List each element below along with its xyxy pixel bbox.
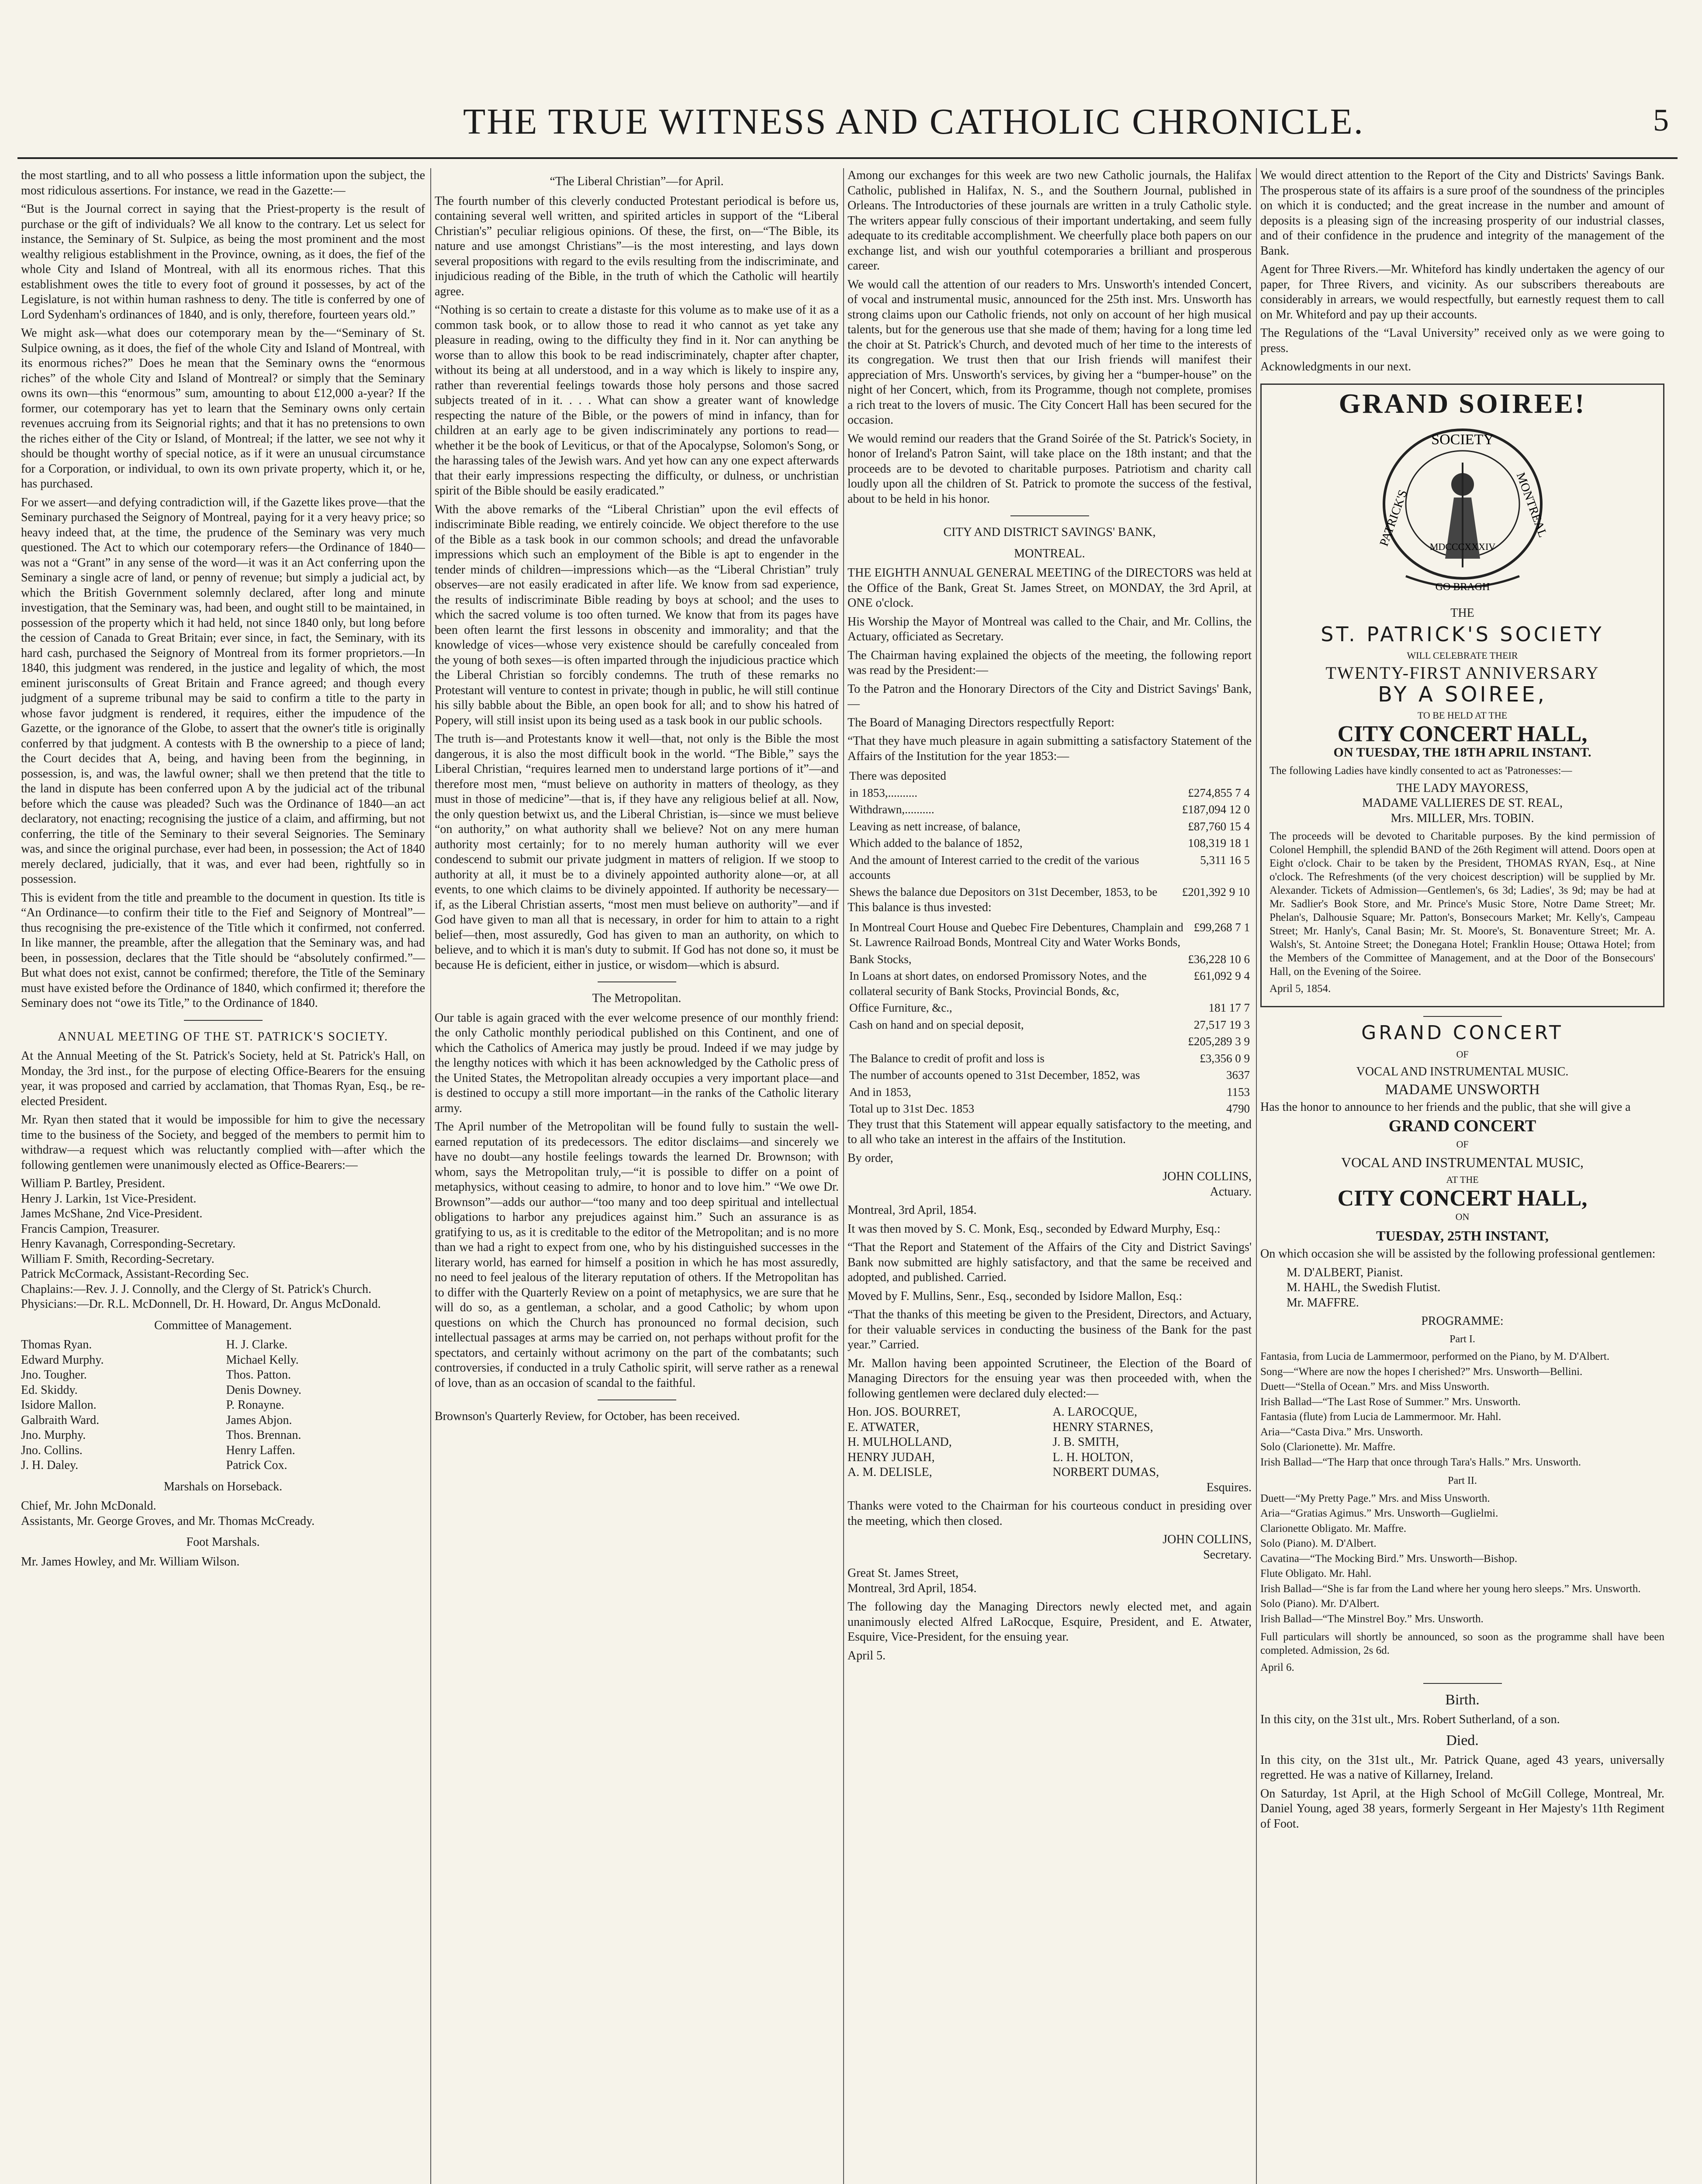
programme-item: Irish Ballad—“She is far from the Land where her young hero sleeps.” Mrs. Unsworth.: [1260, 1583, 1641, 1595]
review-paragraph: The fourth number of this cleverly conducted Protestant periodical is before us, containing several well written, and spirited articles in support of the “Liberal Christian's” peculiar religious opinions. Of these, the first, on—“The Bible, its nature and use amongst Christians”—is the most interesting, and lays down several propositions with regard to the evils resulting from the indiscriminate, and injudicious reading of the Bible, in the truth of which the Catholic will heartily agree.: [435, 194, 839, 298]
patroness-item: MADAME VALLIERES DE ST. REAL,: [1362, 796, 1563, 810]
column-4: [1260, 168, 1664, 2184]
society-name: ST. PATRICK'S SOCIETY: [1321, 622, 1604, 646]
table-row: [848, 1067, 1252, 1084]
programme-item: Cavatina—“The Mocking Bird.” Mrs. Unsworth—Bishop.: [1260, 1552, 1518, 1565]
committee-member: Denis Downey.: [226, 1383, 301, 1397]
officer-item: Henry Kavanagh, Corresponding-Secretary.: [21, 1237, 236, 1251]
bank-heading: CITY AND DISTRICT SAVINGS' BANK,: [943, 525, 1156, 539]
article-paragraph: the most startling, and to all who possess a little information upon the subject, the most ridiculous assertions. For instance, we read in the Gazette:—: [21, 169, 425, 197]
concert-grand: GRAND CONCERT: [1388, 1116, 1536, 1135]
final-date: April 5.: [848, 1648, 886, 1662]
seal-graphic: [1371, 419, 1554, 594]
society-seal: [1270, 419, 1655, 598]
row-amount: £87,760 15 4: [1188, 819, 1250, 833]
soiree-the: THE: [1450, 606, 1474, 620]
officer-item: Francis Campion, Treasurer.: [21, 1222, 160, 1236]
row-amount: 4790: [1226, 1102, 1250, 1115]
foot-marshals-heading: Foot Marshals.: [186, 1535, 260, 1549]
seal-text-left: PATRICK'S: [1377, 488, 1410, 548]
notice-paragraph: We would direct attention to the Report of the City and Districts' Savings Bank. The prosperous state of its affairs is a sure proof of the soundness of the principles on which it is conducted; and the great increase in the number and amount of deposits is a pleasing sign of the increasing prosperity of our industrial classes, and of their confidence in the prudence and integrity of the management of the Bank.: [1260, 169, 1664, 258]
performers-list: [1260, 1265, 1664, 1311]
marshal-item: Chief, Mr. John McDonald.: [21, 1499, 156, 1513]
meeting-paragraph: At the Annual Meeting of the St. Patrick's Society, held at St. Patrick's Hall, on Monday, the 3rd inst., for the purpose of electing Office-Bearers for the ensuing year, it was proposed and carried by acclamation, that Thomas Ryan, Esq., be re-elected President.: [21, 1049, 425, 1108]
row-amount: 27,517 19 3: [1193, 1018, 1250, 1031]
table-row: [848, 919, 1252, 951]
committee-member: James Abjon.: [226, 1413, 292, 1427]
foot-marshals: Mr. James Howley, and Mr. William Wilson.: [21, 1555, 240, 1569]
row-label: In Montreal Court House and Quebec Fire Debentures, Champlain and St. Lawrence Railroad Bonds, Montreal City and Water Works Bonds,: [849, 920, 1183, 949]
table-row: [848, 1084, 1252, 1101]
metropolitan-heading: The Metropolitan.: [592, 992, 681, 1005]
row-amount: 181 17 7: [1208, 1001, 1250, 1014]
page-number: 5: [1653, 103, 1669, 138]
soiree-title: GRAND SOIREE!: [1339, 387, 1586, 419]
committee-list: [21, 1337, 425, 1473]
director-name: H. MULHOLLAND,: [848, 1435, 952, 1449]
signer-actuary: JOHN COLLINS,: [1162, 1170, 1252, 1183]
table-row: [848, 801, 1252, 818]
row-label: Cash on hand and on special deposit,: [849, 1018, 1024, 1031]
programme-item: Solo (Piano). M. D'Albert.: [1260, 1538, 1377, 1549]
committee-member: Isidore Mallon.: [21, 1398, 97, 1412]
programme-heading: PROGRAMME:: [1421, 1314, 1504, 1328]
article-paragraph: This is evident from the title and preamble to the document in question. Its title is “An Ordinance—to confirm their title to the Fief and Seignory of Montreal”—thus recognising the pre-existence of the Title which it confirmed, not conferred. In like manner, the preamble, after the allegation that the Seminary was, and had been, in possession, declares that the Title should be “absolutely confirmed.”—But what does not exist, cannot be confirmed; therefore, the Title of the Seminary must have existed before the Ordinance of 1840, which confirmed it; therefore the Seminary does not “owe its Title,” to the Ordinance of 1840.: [21, 891, 425, 1010]
profit-loss-table: [848, 1050, 1252, 1067]
meeting-paragraph: Mr. Ryan then stated that it would be impossible for him to give the necessary time to the business of the Society, and begged of the members to permit him to withdraw—a request which was reluctantly complied with—after which the following gentlemen were unanimously elected as Office-Bearers:—: [21, 1113, 425, 1172]
row-label: Total up to 31st Dec. 1853: [849, 1102, 975, 1115]
row-label: And the amount of Interest carried to the credit of the various accounts: [849, 853, 1139, 881]
row-amount: £201,392 9 10: [1182, 885, 1250, 898]
programme-item: Aria—“Casta Diva.” Mrs. Unsworth.: [1260, 1426, 1423, 1438]
officer-item: Patrick McCormack, Assistant-Recording Sec.: [21, 1267, 249, 1281]
director-name: J. B. SMITH,: [1052, 1435, 1119, 1449]
director-name: L. H. HOLTON,: [1052, 1450, 1133, 1464]
committee-heading: Committee of Management.: [154, 1318, 292, 1332]
officer-item: William P. Bartley, President.: [21, 1177, 165, 1190]
death-notice: In this city, on the 31st ult., Mr. Patrick Quane, aged 43 years, universally regretted. He was a native of Killarney, Ireland.: [1260, 1753, 1664, 1782]
committee-member: Patrick Cox.: [226, 1458, 287, 1472]
committee-member: Michael Kelly.: [226, 1353, 299, 1367]
row-amount: £205,289 3 9: [1188, 1035, 1250, 1048]
row-label: Office Furniture, &c.,: [849, 1001, 952, 1014]
report-paragraph: Mr. Mallon having been appointed Scrutineer, the Election of the Board of Managing Directors for the ensuing year was then proceeded with, when the following gentlemen were declared duly elected:—: [848, 1356, 1252, 1400]
report-paragraph: His Worship the Mayor of Montreal was called to the Chair, and Mr. Collins, the Actuary, officiated as Secretary.: [848, 615, 1252, 643]
concert-on: ON: [1455, 1211, 1470, 1222]
programme-item: Clarionette Obligato. Mr. Maffre.: [1260, 1522, 1407, 1534]
row-amount: 108,319 18 1: [1188, 836, 1250, 850]
table-row: [848, 835, 1252, 852]
director-name: Hon. JOS. BOURRET,: [848, 1405, 961, 1419]
table-row: [848, 852, 1252, 884]
committee-member: Thos. Patton.: [226, 1368, 291, 1382]
column-rule: [430, 168, 431, 2184]
soiree-advertisement: [1260, 384, 1664, 1008]
seal-year: MDCCCXXXIV: [1429, 541, 1495, 552]
divider: [1423, 1016, 1502, 1017]
concert-of-2: OF: [1456, 1139, 1469, 1150]
report-paragraph: “That the Report and Statement of the Affairs of the City and District Savings' Bank now submitted are highly satisfactory, and that the same be received and adopted, and published. Carried.: [848, 1241, 1252, 1284]
row-amount: £36,228 10 6: [1188, 952, 1250, 966]
row-amount: £274,855 7 4: [1188, 786, 1250, 799]
committee-member: Jno. Tougher.: [21, 1368, 87, 1382]
divider: [184, 1020, 263, 1021]
patroness-item: Mrs. MILLER, Mrs. TOBIN.: [1391, 811, 1534, 825]
concert-at-the: AT THE: [1446, 1174, 1479, 1185]
patronesses-list: [1270, 781, 1655, 826]
table-row: [848, 818, 1252, 835]
row-amount: 1153: [1227, 1085, 1250, 1099]
programme-item: Flute Obligato. Mr. Hahl.: [1260, 1568, 1372, 1579]
officer-item: Henry J. Larkin, 1st Vice-President.: [21, 1192, 197, 1206]
birth-notice: In this city, on the 31st ult., Mrs. Robert Sutherland, of a son.: [1260, 1712, 1560, 1726]
newspaper-title: THE TRUE WITNESS AND CATHOLIC CHRONICLE.: [463, 101, 1364, 142]
officers-list: [21, 1176, 425, 1312]
committee-member: Thomas Ryan.: [21, 1338, 92, 1351]
meeting-heading: ANNUAL MEETING OF THE ST. PATRICK'S SOCIETY.: [58, 1030, 388, 1044]
row-label: Shews the balance due Depositors on 31st December, 1853, to be: [849, 885, 1158, 898]
article-paragraph: For we assert—and defying contradiction will, if the Gazette likes prove—that the Seminary purchased the Seignory of Montreal, paying for it a very heavy price; so heavy indeed that, at the time, the prudence of the Seminary was very much questioned. The Act to which our cotemporary refers—the Ordinance of 1840—was not a “Grant” in any sense of the word—it was it an Act conferring upon the Seminary a single acre of land, or penny of revenue; but simply a judicial act, by which the British Government solemnly declared, after long and minute investigation, that the Seminary was, had been, and ought still to be maintained, in possession of the property which it had held, not since 1840 only, but long before the cession of Canada to Great Britain; ever since, in fact, the Seminary, with its hard cash, purchased the Seignory of Montreal from its former proprietors.—In 1840, this judgment was rendered, in the justice and legality of which, the most eminent jurisconsults of Great Britain and France agreed; and though every judgment of a supreme tribunal may be said to confirm a title to the party in whose favor judgment is rendered, it requires, either the impudence of the Gazette, or the ignorance of the Globe, to assert that the owner's title is originally conferred by that judgment. A contests with B the ownership to a piece of land; the Court decides that A, being, and having been from the beginning, in possession, is, and was, the lawful owner; shall we then pretend that the title to the land in dispute has been conferred upon A by the judicial act of the tribunal before which the cause was pleaded? Such was the Ordinance of 1840—an act declaratory, not enacting; recognising the justice of a claim, and affirming, but not conferring, the title of the Seminary to their several Seignories. The Seminary was, and since the original purchase, ever had been, in possession; the Act of 1840 merely declared, judicially, that it was, and ever had been, rightfully so in possession.: [21, 495, 425, 886]
programme-item: Irish Ballad—“The Harp that once through Tara's Halls.” Mrs. Unsworth.: [1260, 1456, 1581, 1468]
table-row: [848, 999, 1252, 1016]
seal-text-right: MONTREAL: [1513, 470, 1550, 539]
part-1-heading: Part I.: [1449, 1333, 1475, 1345]
table-row: [848, 1016, 1252, 1033]
deposits-table: [848, 767, 1252, 884]
column-rule: [843, 168, 844, 2184]
soiree-details: The proceeds will be devoted to Charitable purposes. By the kind permission of Colonel Hemphill, the splendid BAND of the 26th Regiment will attend. Doors open at Eight o'clock. Chair to be taken by the President, THOMAS RYAN, Esq., at Nine o'clock. The Refreshments (of the very choicest description) will be supplied by Mr. Alexander. Tickets of Admission—Gentlemen's, 6s 3d; Ladies', 3s 9d; may be had at Mr. Sadlier's Book Store, and Mr. Prince's Music Store, Notre Dame Street; Mr. Phelan's, Dalhousie Square; Mr. Patton's, Bonsecours Market; Mr. Kelly's, Campeau Street; Mr. Hanly's, Canal Basin; Mr. St. Moore's, St. Bonaventure Street; Mr. A. Walsh's, St. Antoine Street; the Donegana Hotel; Franklin House; Ottawa Hotel; from the Members of the Committee of Management, and at the Door of the Bonsecours' Hall, on the Evening of the Soiree.: [1270, 830, 1655, 978]
report-paragraph: They trust that this Statement will appear equally satisfactory to the meeting, and to all who take an interest in the affairs of the Institution.: [848, 1117, 1252, 1146]
to-be-held: TO BE HELD AT THE: [1417, 710, 1508, 721]
programme-item: Fantasia, from Lucia de Lammermoor, performed on the Piano, by M. D'Albert.: [1260, 1351, 1610, 1362]
concert-music: VOCAL AND INSTRUMENTAL MUSIC.: [1356, 1065, 1569, 1078]
marshals-heading: Marshals on Horseback.: [163, 1479, 283, 1493]
committee-member: Thos. Brennan.: [226, 1428, 301, 1442]
table-row: [848, 884, 1252, 901]
officer-item: Chaplains:—Rev. J. J. Connolly, and the Clergy of St. Patrick's Church.: [21, 1282, 371, 1296]
table-row: [848, 1033, 1252, 1050]
report-paragraph: THE EIGHTH ANNUAL GENERAL MEETING of the DIRECTORS was held at the Office of the Bank, Great St. James Street, on MONDAY, the 3rd April, at ONE o'clock.: [848, 566, 1252, 610]
concert-music-2: VOCAL AND INSTRUMENTAL MUSIC,: [1341, 1154, 1584, 1170]
director-name: A. LAROCQUE,: [1052, 1405, 1138, 1419]
programme-item: Fantasia (flute) from Lucia de Lammermoor. Mr. Hahl.: [1260, 1411, 1501, 1423]
investment-table: [848, 919, 1252, 1050]
divider: [598, 981, 676, 982]
row-label: Which added to the balance of 1852,: [849, 836, 1023, 850]
balance-table: [848, 884, 1252, 901]
programme-item: Irish Ballad—“The Last Rose of Summer.” Mrs. Unsworth.: [1260, 1396, 1521, 1408]
programme-item: Aria—“Gratias Agimus.” Mrs. Unsworth—Guglielmi.: [1260, 1507, 1498, 1519]
review-paragraph: With the above remarks of the “Liberal Christian” upon the evil effects of indiscriminate Bible reading, we entirely coincide. We object therefore to the use of the Bible as a task book in our common schools; and dread the unfavorable impressions which such an employment of the Bible is apt to engender in the tender minds of children—impressions which—as the “Liberal Christian” truly observes—are not easily eradicated in after life. We know from sad experience, the results of indiscriminate Bible reading by boys at school; and the uses to which the sacred volume is too often turned. We know that from its pages have been often learnt the first lessons in obscenity and immorality; and that the knowledge of vices—whose very existence should be carefully concealed from the young of both sexes—is often imparted through the injudicious practice which the Liberal Christian so forcibly condemns. The truth of these remarks no Protestant will venture to contest in private; though in public, he will still continue his silly babble about the Bible, an open book for all; and to show his hatred of Popery, will still insist upon its being used as a task book in our public schools.: [435, 502, 839, 727]
by-a-soiree: BY A SOIREE,: [1378, 682, 1547, 707]
report-paragraph: “That they have much pleasure in again submitting a satisfactory Statement of the Affairs of the Institution for the year 1853:—: [848, 734, 1252, 763]
notice-paragraph: We would call the attention of our readers to Mrs. Unsworth's intended Concert, of vocal and instrumental music, announced for the 25th inst. Mrs. Unsworth has strong claims upon our Catholic friends, not only on account of her high musical talents, but for the generous use that she made of them; having for a long time led the choir at St. Patrick's Church, and devoted much of her time to the interests of its congregation. We trust then that our Irish friends will manifest their appreciation of Mrs. Unsworth's services, by giving her a “bumper-house” on the night of her Concert, which, from its Programme, though not complete, promises a rich treat to the lovers of music. The City Concert Hall has been secured for the occasion.: [848, 277, 1252, 427]
soiree-date-footer: April 5, 1854.: [1270, 983, 1331, 995]
notice-paragraph: The Regulations of the “Laval University” received only as we were going to press.: [1260, 326, 1664, 355]
row-label: And in 1853,: [849, 1085, 911, 1099]
soiree-hall: CITY CONCERT HALL,: [1337, 721, 1588, 746]
performer-item: Mr. MAFFRE.: [1287, 1296, 1359, 1310]
death-notice: On Saturday, 1st April, at the High School of McGill College, Montreal, Mr. Daniel Young, aged 38 years, formerly Sergeant in Her Majesty's 11th Regiment of Foot.: [1260, 1787, 1664, 1831]
will-celebrate: WILL CELEBRATE THEIR: [1407, 650, 1518, 661]
anniversary: TWENTY-FIRST ANNIVERSARY: [1325, 663, 1599, 683]
column-2: [435, 168, 839, 2184]
concert-title: GRAND CONCERT: [1361, 1022, 1564, 1044]
table-row: [848, 1050, 1252, 1067]
committee-member: Edward Murphy.: [21, 1353, 104, 1367]
row-amount: £61,092 9 4: [1193, 969, 1250, 982]
programme-item: Duett—“My Pretty Page.” Mrs. and Miss Unsworth.: [1260, 1492, 1490, 1504]
column-3: [848, 168, 1252, 2184]
committee-member: Galbraith Ward.: [21, 1413, 100, 1427]
final-paragraph: The following day the Managing Directors newly elected met, and again unanimously elected Alfred LaRocque, Esquire, President, and E. Atwater, Esquire, Vice-President, for the ensuing year.: [848, 1600, 1252, 1644]
concert-advertisement: [1260, 1022, 1664, 1674]
programme-item: Solo (Clarionette). Mr. Maffre.: [1260, 1441, 1396, 1453]
liberal-christian-heading: “The Liberal Christian”—for April.: [550, 175, 724, 188]
table-row: [848, 968, 1252, 999]
committee-member: P. Ronayne.: [226, 1398, 284, 1412]
committee-member: Jno. Collins.: [21, 1443, 83, 1457]
concert-date: TUESDAY, 25TH INSTANT,: [1376, 1227, 1549, 1244]
programme-part-1: [1260, 1349, 1664, 1470]
column-1: [21, 168, 425, 2184]
notice-paragraph: Agent for Three Rivers.—Mr. Whiteford has kindly undertaken the agency of our paper, for Three Rivers, and vicinity. As our subscribers thereabouts are considerably in arrears, we would respectfully, but earnestly request them to call on Mr. Whiteford and pay up their accounts.: [1260, 263, 1664, 321]
table-row: [848, 784, 1252, 802]
programme-item: Solo (Piano). Mr. D'Albert.: [1260, 1598, 1380, 1610]
committee-member: Jno. Murphy.: [21, 1428, 86, 1442]
row-label: Withdrawn,..........: [849, 803, 934, 816]
directors-list: [848, 1405, 1252, 1480]
report-paragraph: It was then moved by S. C. Monk, Esq., seconded by Edward Murphy, Esq.:: [848, 1222, 1221, 1236]
notice-paragraph: Acknowledgments in our next.: [1260, 360, 1411, 373]
director-name: E. ATWATER,: [848, 1420, 920, 1434]
row-label: The Balance to credit of profit and loss is: [849, 1051, 1045, 1065]
signer-secretary-title: Secretary.: [1203, 1548, 1252, 1562]
officer-item: Physicians:—Dr. R.L. McDonnell, Dr. H. Howard, Dr. Angus McDonald.: [21, 1297, 381, 1311]
row-label: [848, 1033, 1186, 1050]
programme-item: Song—“Where are now the hopes I cherished?” Mrs. Unsworth—Bellini.: [1260, 1365, 1583, 1378]
committee-member: Henry Laffen.: [226, 1443, 295, 1457]
notice-paragraph: Among our exchanges for this week are two new Catholic journals, the Halifax Catholic, published in Halifax, N. S., and the Southern Journal, published in Orleans. The Introductories of these journals are written in a truly Catholic style. The writers appear fully conscious of their important undertaking, and seem fully adequate to its creditable accomplishment. We cheerfully place both papers on our exchange list, and wish our youthful cotemporaries a brilliant and prosperous career.: [848, 169, 1252, 273]
seal-motto: GO BRAGH: [1435, 581, 1490, 593]
committee-member: Ed. Skiddy.: [21, 1383, 78, 1397]
review-paragraph: The April number of the Metropolitan will be found fully to sustain the well-earned reputation of its predecessors. The editor disclaims—and sincerely we have no doubt—any hostile feelings towards the learned Dr. Brownson; with whom, says the Metropolitan truly,—“it is possible to differ on a point of metaphysics, without ceasing to admire, to honor and to love him.” “We owe Dr. Brownson”—adds our author—“too many and too deep spiritual and intellectual obligations to harbor any prejudices against him.” Such an assurance is as gratifying to us, as it is creditable to the editor of the Metropolitan; and is no more than we had a right to expect from one, who by his distinguished successes in the literary world, has earned for himself a position in which he has most assuredly, no need to feel jealous of the literary reputation of others. If the Metropolitan has to differ with the Quarterly Review on a point of metaphysics, we are sure that he will do so, as a gentleman, a scholar, and a good Catholic; by whom upon questions on which the Church has pronounced no formal decision, such intellectual passages at arms may be carried on, not perhaps without profit for the spectators, and certainly without acrimony on the part of the combatants; such controversies, if conducted in a truly Catholic spirit, will serve rather as a renewal of love, than as an occasion of scandal to the faithful.: [435, 1120, 839, 1390]
row-amount: £187,094 12 0: [1182, 803, 1250, 816]
row-label: Leaving as nett increase, of balance,: [849, 819, 1021, 833]
review-paragraph: “Nothing is so certain to create a distaste for this volume as to make use of it as a common task book, or to allow those to read it who cannot as yet take any pleasure in reading, owing to the difficulty they find in it. Nor can anything be worse than to allow this book to be read indiscriminately, chapter after chapter, without its being at all understood, and in a way which is likely to inspire any, rather than reverential feelings towards those holy persons and those sacred subjects treated of in it. . . . What can show a greater want of knowledge respecting the nature of the Bible, or the powers of mind in infancy, than for children at an early age to be given indiscriminately any portions to read—whether it be the book of Leviticus, or that of the Apocalypse, Solomon's Song, or the harassing tales of the Jewish wars. And yet how can any one expect afterwards that their early impressions respecting the difficulty, or dulness, or unchristian spirit of the Bible should be easily eradicated.”: [435, 303, 839, 498]
report-paragraph: Moved by F. Mullins, Senr., Esq., seconded by Isidore Mallon, Esq.:: [848, 1289, 1183, 1303]
concert-footer: Full particulars will shortly be announced, so soon as the programme shall have been completed. Admission, 2s 6d.: [1260, 1631, 1664, 1656]
invest-intro: This balance is thus invested:: [848, 901, 992, 914]
row-amount: £3,356 0 9: [1200, 1051, 1250, 1065]
marshal-item: Assistants, Mr. George Groves, and Mr. Thomas McCready.: [21, 1514, 315, 1528]
officer-item: James McShane, 2nd Vice-President.: [21, 1207, 203, 1220]
row-amount: 3637: [1226, 1068, 1250, 1082]
programme-part-2: [1260, 1491, 1664, 1627]
seal-text-top: SOCIETY: [1431, 432, 1494, 448]
esquires: Esquires.: [1206, 1480, 1252, 1494]
review-paragraph: The truth is—and Protestants know it well—that, not only is the Bible the most dangerous, it is also the most difficult book in the world. “The Bible,” says the Liberal Christian, “requires learned men to understand large portions of it”—and therefore most men, “must believe on authority in matters of theology, as they must in those of medicine”—that is, if they have any religious belief at all. Now, the only question betwixt us, and the Liberal Christian, is—since we must believe “on authority,” on what authority shall we believe? Not on any mere human authority most certainly; for to no merely human authority will we ever condescend to submit our private judgment in matters of religion. If we stoop to authority at all, it must be to a divinely appointed authority alone—or, at all events, to one which claims to be divinely appointed. If authority be necessary—if, as the Liberal Christian asserts, “most men must believe on authority”—and if God have given to man all that is necessary, in order for him to attain to a right belief—then, most assuredly, God has given to man an authority, on which to believe, and to which it is man's duty to submit. If God has not done so, it must be because He is deficient, either in justice, or wisdom—which is absurd.: [435, 732, 839, 972]
concert-hall: CITY CONCERT HALL,: [1337, 1185, 1588, 1211]
report-paragraph: By order,: [848, 1151, 893, 1165]
director-name: HENRY JUDAH,: [848, 1450, 935, 1464]
concert-assist: On which occasion she will be assisted by the following professional gentlemen:: [1260, 1247, 1656, 1261]
divider: [1423, 1683, 1502, 1684]
officer-item: William F. Smith, Recording-Secretary.: [21, 1252, 214, 1266]
concert-announce: Has the honor to announce to her friends and the public, that she will give a: [1260, 1100, 1631, 1114]
performer-item: M. HAHL, the Swedish Flutist.: [1287, 1281, 1441, 1294]
divider: [1010, 515, 1089, 516]
committee-member: H. J. Clarke.: [226, 1338, 288, 1351]
director-name: NORBERT DUMAS,: [1052, 1465, 1159, 1479]
row-label: There was deposited: [849, 769, 946, 782]
row-amount: [1180, 767, 1252, 784]
concert-date-footer: April 6.: [1260, 1662, 1294, 1673]
row-label: Bank Stocks,: [849, 952, 912, 966]
report-paragraph: To the Patron and the Honorary Directors of the City and District Savings' Bank,—: [848, 682, 1252, 711]
madame-unsworth: MADAME UNSWORTH: [1385, 1081, 1540, 1098]
died-heading: Died.: [1446, 1732, 1479, 1749]
programme-item: Irish Ballad—“The Minstrel Boy.” Mrs. Unsworth.: [1260, 1613, 1484, 1625]
report-paragraph: The Board of Managing Directors respectfully Report:: [848, 715, 1115, 729]
birth-heading: Birth.: [1445, 1692, 1480, 1708]
bank-subheading: MONTREAL.: [1014, 546, 1085, 560]
patroness-item: THE LADY MAYORESS,: [1396, 781, 1529, 795]
marshals-list: [21, 1499, 425, 1529]
address-date: Montreal, 3rd April, 1854.: [848, 1581, 977, 1595]
masthead: [17, 96, 1678, 159]
brownson-notice: Brownson's Quarterly Review, for October, has been received.: [435, 1410, 740, 1423]
soiree-date: ON TUESDAY, THE 18TH APRIL INSTANT.: [1333, 745, 1591, 760]
director-name: HENRY STARNES,: [1052, 1420, 1153, 1434]
report-paragraph: “That the thanks of this meeting be given to the President, Directors, and Actuary, for their valuable services in conducting the business of the Bank for the past year.” Carried.: [848, 1308, 1252, 1351]
table-row: [848, 951, 1252, 968]
row-label: In Loans at short dates, on endorsed Promissory Notes, and the collateral security of Bank Stocks, Provincial Bonds, &c,: [849, 969, 1147, 998]
row-amount: £99,268 7 1: [1193, 920, 1250, 934]
committee-member: J. H. Daley.: [21, 1458, 79, 1472]
report-paragraph: Thanks were voted to the Chairman for his courteous conduct in presiding over the meeting, which then closed.: [848, 1499, 1252, 1528]
row-label: The number of accounts opened to 31st December, 1852, was: [849, 1068, 1140, 1082]
concert-of: OF: [1456, 1048, 1469, 1060]
row-amount: 5,311 16 5: [1200, 853, 1250, 867]
article-paragraph: We might ask—what does our cotemporary mean by the—“Seminary of St. Sulpice owning, as it does, the fief of the whole City and Island of Montreal, with its enormous riches?” Does he mean that the Seminary owns the “enormous riches” of the whole City and Island of Montreal? or simply that the Seminary owns its own—this “enormous” sum, amounting to about £12,000 a-year? If the former, our cotemporary has yet to learn that the Seminary owns only certain revenues accruing from its Seignorial rights; and that it has no pretensions to own the riches either of the City or Island, of Montreal; if the latter, we see not why it should be thought worthy of special notice, as if it were an unusual circumstance for a Corporation, or individual, to own its own private property, which it, or he, has purchased.: [21, 326, 425, 491]
report-paragraph: The Chairman having explained the objects of the meeting, the following report was read by the President:—: [848, 648, 1252, 677]
patronesses-intro: The following Ladies have kindly consented to act as 'Patronesses:—: [1270, 764, 1572, 777]
accounts-table: [848, 1067, 1252, 1117]
part-2-heading: Part II.: [1448, 1475, 1477, 1486]
table-row: [848, 767, 1252, 784]
table-row: [848, 1100, 1252, 1117]
performer-item: M. D'ALBERT, Pianist.: [1287, 1265, 1403, 1279]
signer-secretary: JOHN COLLINS,: [1162, 1533, 1252, 1546]
director-name: A. M. DELISLE,: [848, 1465, 932, 1479]
dateline: Montreal, 3rd April, 1854.: [848, 1203, 977, 1217]
column-rule: [1256, 168, 1257, 2184]
signer-actuary-title: Actuary.: [1210, 1185, 1252, 1199]
article-paragraph: “But is the Journal correct in saying that the Priest-property is the result of purchase or the gift of individuals? We all know to the contrary. Let us select for instance, the Seminary of St. Sulpice, as being the most prominent and the most wealthy religious establishment in the Province, owning, as it does, the fief of the whole City and Island of Montreal, with all its enormous riches. That this establishment owes the title to every foot of ground it possesses, by act of the Legislature, is not within human rashness to deny. The title is conferred by one of Lord Sydenham's ordinances of 1840, and is only, therefore, fourteen years old.”: [21, 202, 425, 321]
review-paragraph: Our table is again graced with the ever welcome presence of our monthly friend: the only Catholic monthly periodical published on this Continent, and one of which the Catholics of America may justly be proud. Indeed if we may judge by the lengthy notices with which it has been acknowledged by the Catholic press of the United States, the Metropolitan already occupies a very important place—and is destined to occupy a still more important—in the ranks of the Catholic literary army.: [435, 1011, 839, 1115]
notice-paragraph: We would remind our readers that the Grand Soirée of the St. Patrick's Society, in honor of Ireland's Patron Saint, will take place on the 18th instant; and that the proceeds are to be devoted to charitable purposes. Patriotism and charity call loudly upon all the children of St. Patrick to promote the success of the festival, about to be held in his honor.: [848, 432, 1252, 506]
address-street: Great St. James Street,: [848, 1566, 959, 1580]
row-label: in 1853,..........: [849, 786, 918, 799]
programme-item: Duett—“Stella of Ocean.” Mrs. and Miss Unsworth.: [1260, 1381, 1490, 1393]
